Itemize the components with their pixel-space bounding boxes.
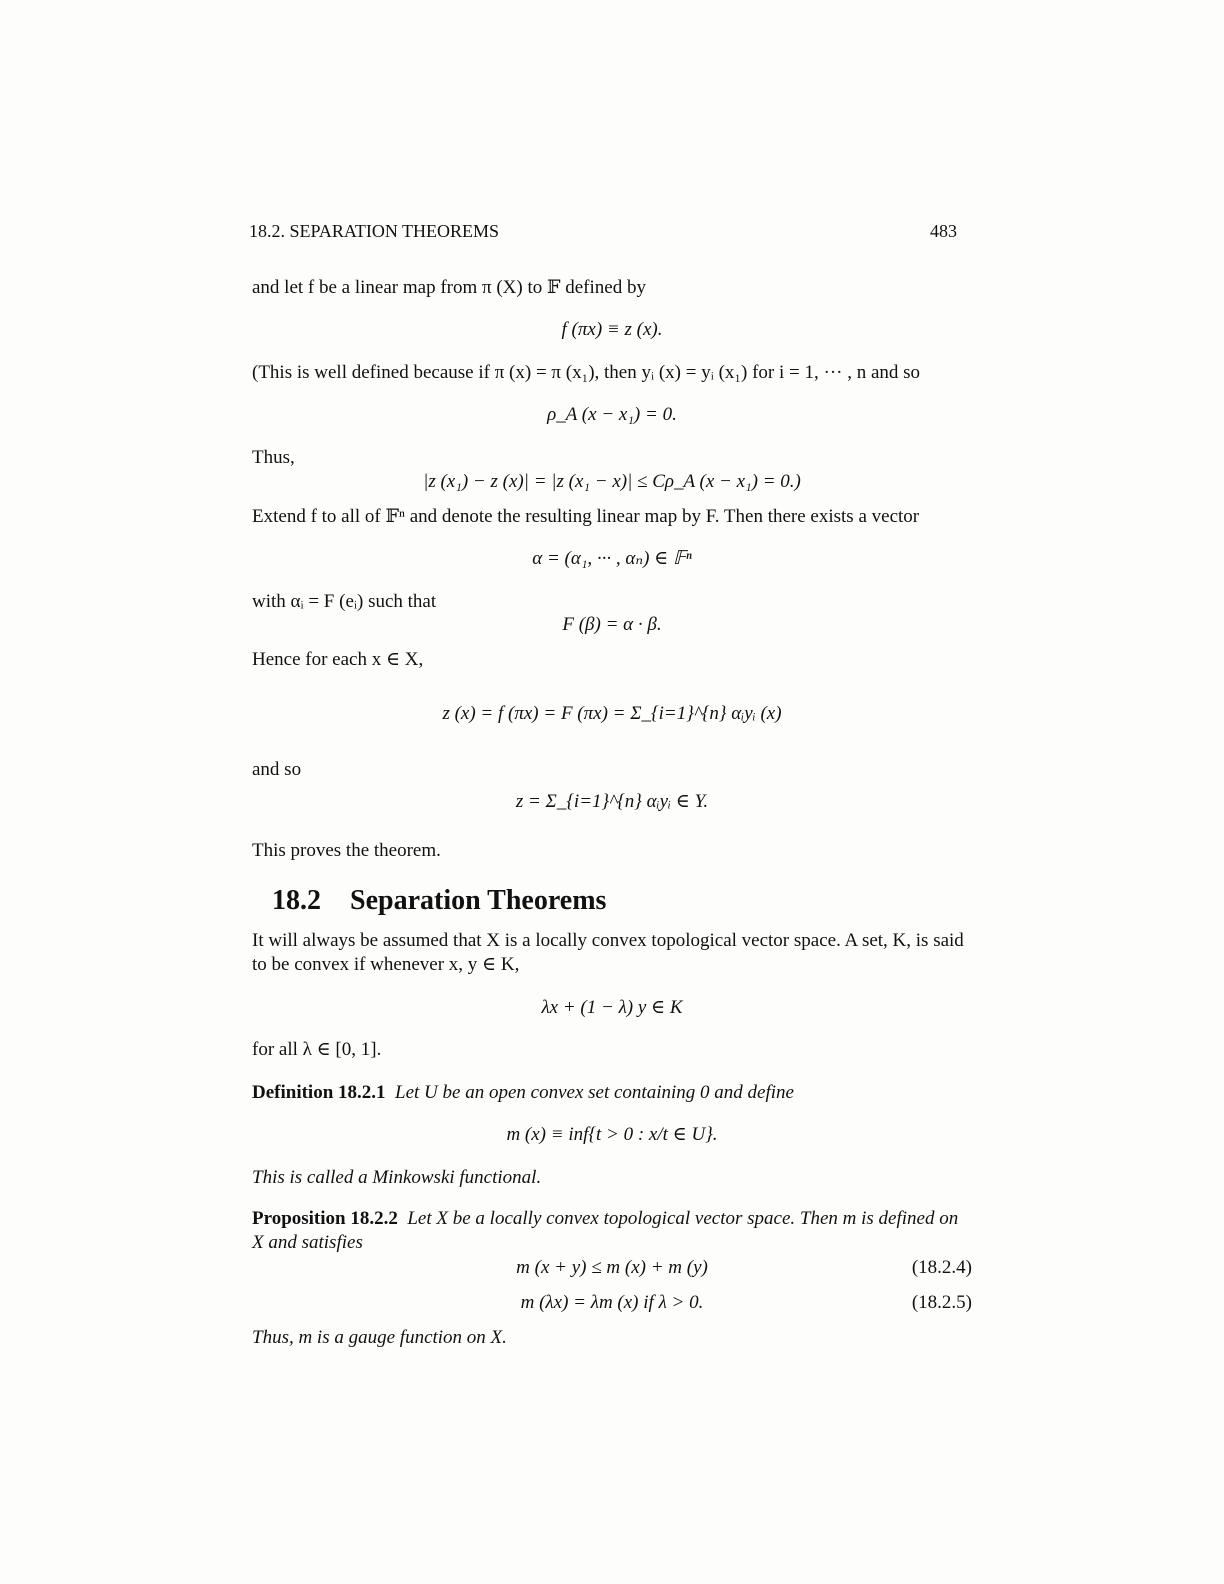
- definition: [252, 1083, 794, 1102]
- proposition-label: Proposition 18.2.2: [252, 1208, 398, 1229]
- definition-text: Let U be an open convex set containing 0 and define: [395, 1082, 794, 1103]
- equation: m (x) ≡ inf{t > 0 : x/t ∈ U}.: [506, 1124, 718, 1145]
- equation-sum: z (x) = f (πx) = F (πx) = Σ_{i=1}^{n} αᵢyᵢ (x): [442, 703, 782, 724]
- equation: |z (x₁) − z (x)| = |z (x₁ − x)| ≤ Cρ_A (x − x₁) = 0.): [423, 471, 801, 492]
- proposition-remark: Thus, m is a gauge function on X.: [252, 1327, 507, 1348]
- section-number: 18.2: [272, 885, 321, 916]
- paragraph: This proves the theorem.: [252, 840, 441, 861]
- equation-number: (18.2.4): [911, 1257, 972, 1278]
- equation: m (x + y) ≤ m (x) + m (y): [516, 1257, 708, 1278]
- proposition-text: Let X be a locally convex topological vector space. Then m is defined on X and satisfies: [252, 1208, 959, 1253]
- equation-number: (18.2.5): [911, 1292, 972, 1313]
- definition-label: Definition 18.2.1: [252, 1082, 386, 1103]
- paragraph: with αᵢ = F (eᵢ) such that: [252, 591, 437, 612]
- equation: λx + (1 − λ) y ∈ K: [541, 997, 683, 1018]
- paragraph: for all λ ∈ [0, 1].: [252, 1039, 382, 1060]
- equation: f (πx) ≡ z (x).: [561, 319, 663, 340]
- paragraph: and so: [252, 759, 302, 780]
- paragraph: Hence for each x ∈ X,: [252, 649, 424, 670]
- equation: α = (α₁, ··· , αₙ) ∈ 𝔽ⁿ: [532, 548, 692, 569]
- equation-sum: z = Σ_{i=1}^{n} αᵢyᵢ ∈ Y.: [515, 791, 709, 812]
- running-head-section: 18.2. SEPARATION THEOREMS: [249, 221, 500, 241]
- proposition: [252, 1207, 972, 1255]
- equation: F (β) = α · β.: [562, 614, 662, 635]
- section-heading: [272, 887, 606, 915]
- section-title: Separation Theorems: [350, 885, 607, 916]
- paragraph: It will always be assumed that X is a locally convex topological vector space. A set, K, is said to be convex if whenever x, y ∈ K,: [252, 930, 964, 975]
- equation: ρ_A (x − x₁) = 0.: [547, 404, 677, 425]
- paragraph: Extend f to all of 𝔽ⁿ and denote the resulting linear map by F. Then there exists a vector: [252, 506, 920, 527]
- paragraph: (This is well defined because if π (x) = π (x₁), then yᵢ (x) = yᵢ (x₁) for i = 1, ··· , n and so: [252, 362, 921, 383]
- equation: m (λx) = λm (x) if λ > 0.: [520, 1292, 704, 1313]
- page-number: 483: [930, 221, 957, 241]
- paragraph: Thus,: [252, 447, 295, 468]
- definition-remark: This is called a Minkowski functional.: [252, 1167, 542, 1188]
- paragraph: and let f be a linear map from π (X) to 𝔽 defined by: [252, 277, 646, 298]
